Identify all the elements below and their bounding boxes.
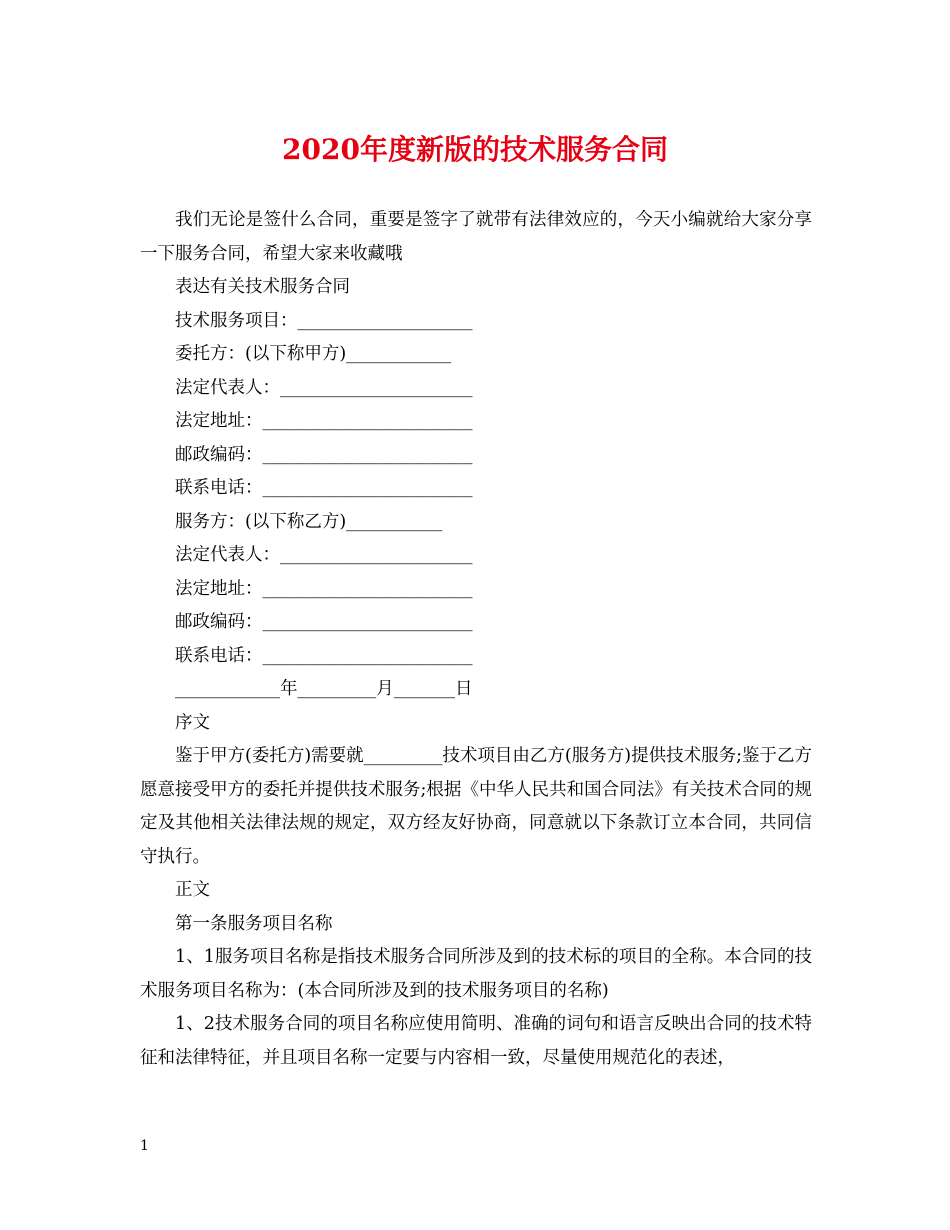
preface-heading: 序文 [175, 712, 210, 733]
field-client-address: 法定地址：________________________ [175, 411, 473, 431]
clause-1-2: 1、2技术服务合同的项目名称应使用简明、准确的词句和语言反映出合同的技术特征和法律特征，并且项目名称一定要与内容相一致，尽量使用规范化的表述， [140, 1014, 812, 1068]
field-service-project: 技术服务项目：____________________ [175, 310, 473, 331]
field-service-phone: 联系电话：________________________ [175, 645, 473, 666]
preface-paragraph: 鉴于甲方(委托方)需要就_________技术项目由乙方(服务方)提供技术服务;鉴于乙方愿意接受甲方的委托并提供技术服务;根据《中华人民共和国合同法》有关技术合同的规定及其他相关法律法规的规定，双方经友好协商，同意就以下条款订立本合同，共同信守执行。 [140, 746, 812, 867]
field-service-party: 服务方：(以下称乙方)___________ [175, 511, 443, 532]
field-service-postcode: 邮政编码：________________________ [175, 612, 473, 632]
clause-1-1: 1、1服务项目名称是指技术服务合同所涉及到的技术标的项目的全称。本合同的技术服务项目名称为：(本合同所涉及到的技术服务项目的名称) [140, 947, 812, 1001]
field-client-party: 委托方：(以下称甲方)____________ [175, 344, 452, 364]
section-heading: 表达有关技术服务合同 [175, 277, 350, 297]
field-client-phone: 联系电话：________________________ [175, 478, 473, 498]
field-service-legal-rep: 法定代表人：______________________ [175, 545, 473, 565]
page-number: 1 [140, 1138, 149, 1154]
document-body [140, 204, 812, 1075]
field-service-address: 法定地址：________________________ [175, 578, 473, 599]
field-client-legal-rep: 法定代表人：______________________ [175, 377, 473, 398]
field-client-postcode: 邮政编码：________________________ [175, 444, 473, 465]
intro-paragraph: 我们无论是签什么合同，重要是签字了就带有法律效应的，今天小编就给大家分享一下服务合同，希望大家来收藏哦 [140, 210, 812, 264]
article-1-heading: 第一条服务项目名称 [175, 913, 333, 934]
document-title: 2020年度新版的技术服务合同 [282, 133, 668, 166]
field-date: ____________年_________月_______日 [175, 679, 473, 699]
body-heading: 正文 [175, 880, 210, 900]
